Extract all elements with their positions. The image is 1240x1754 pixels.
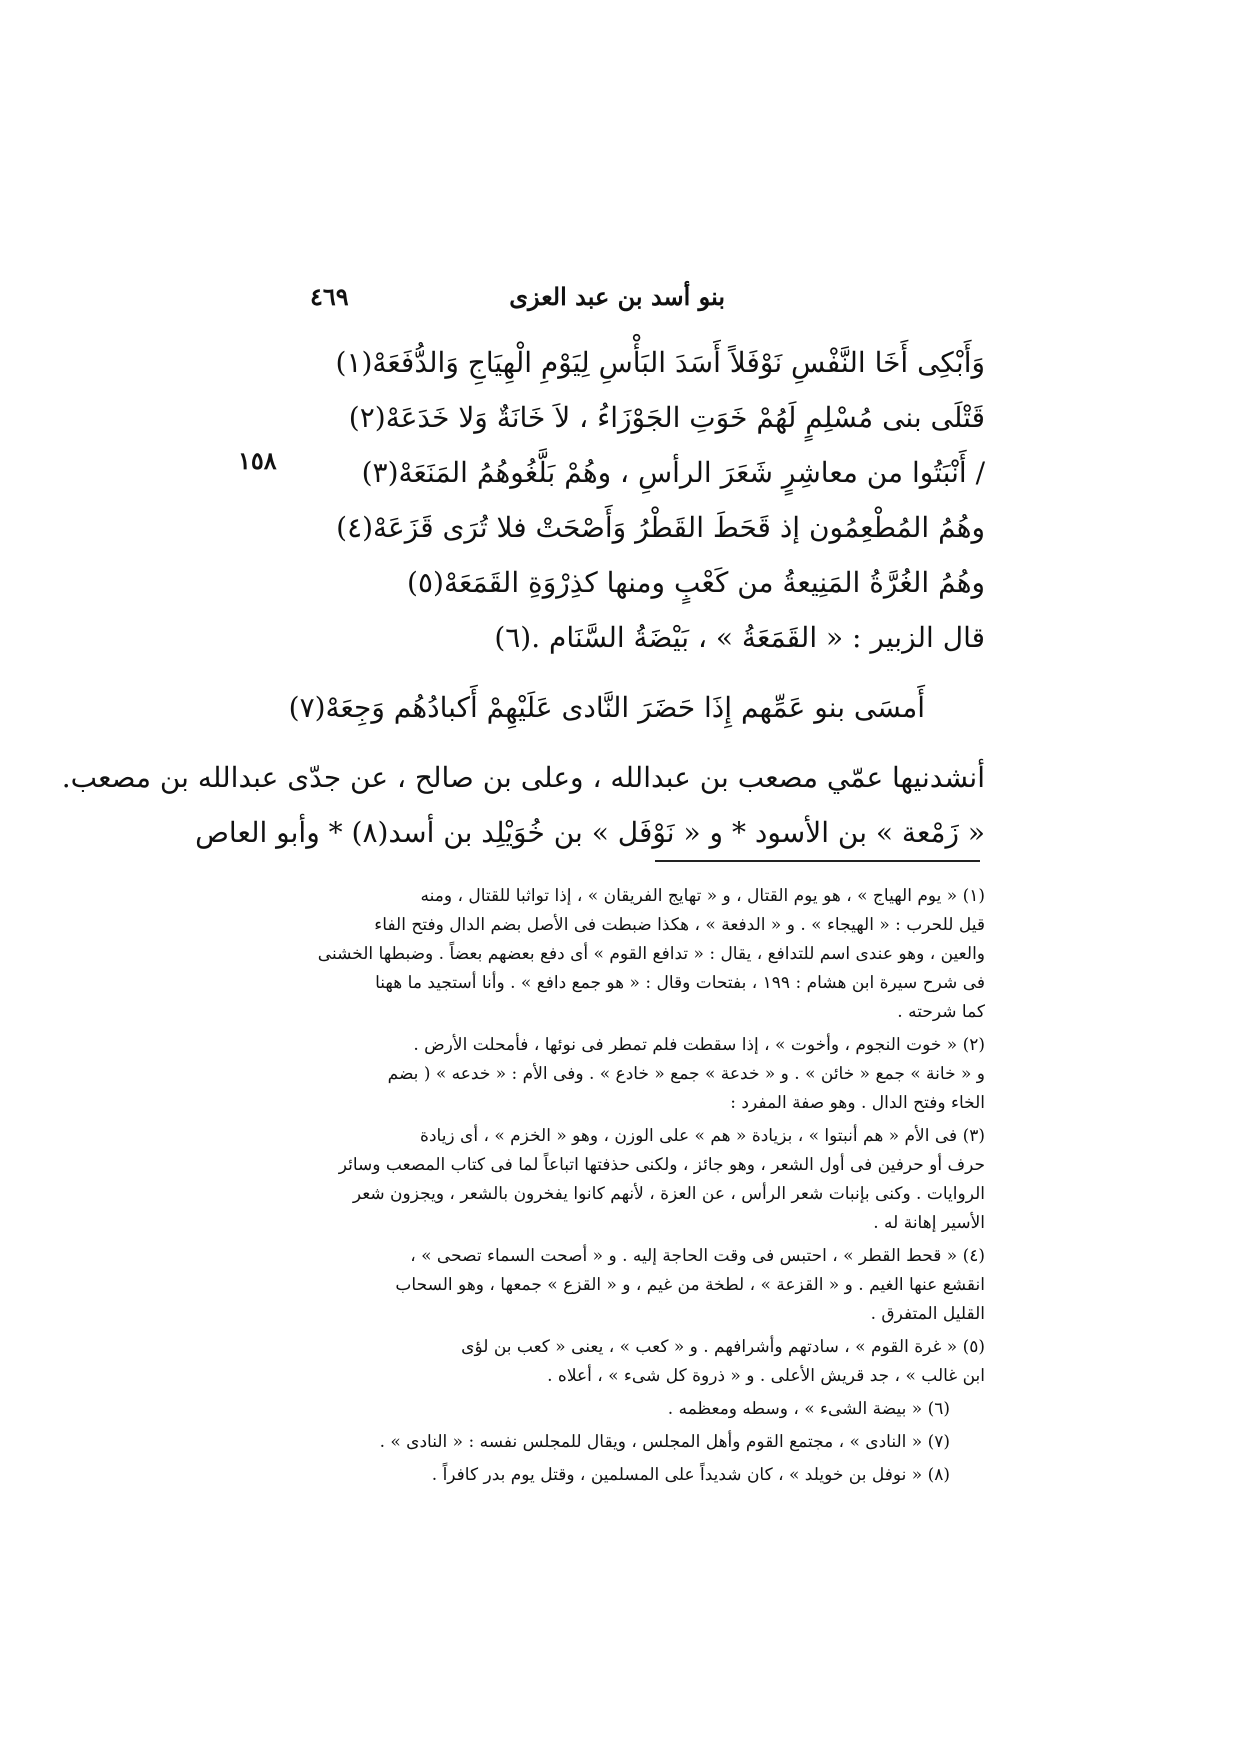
poem-verse-2: قَتْلَى بنى مُسْلِمٍ لَهُمْ خَوَتِ الجَوْزَاءُ ، لاَ خَانَةٌ وَلا خَدَعَهْ(٢) xyxy=(348,401,985,434)
page-header xyxy=(310,282,725,322)
footnote-6 xyxy=(300,1395,985,1424)
footnote-2 xyxy=(300,1031,985,1118)
footnotes xyxy=(300,882,985,1494)
footnote-line: (٦) « بيضة الشىء » ، وسطه ومعظمه . xyxy=(667,1399,950,1419)
footnote-7 xyxy=(300,1428,985,1457)
footnote-line: (٤) « قحط القطر » ، احتبس فى وقت الحاجة إليه . و « أصحت السماء تصحى » ، xyxy=(410,1246,985,1266)
footnote-line: (٢) « خوت النجوم ، وأخوت » ، إذا سقطت فلم تمطر فى نوئها ، فأمحلت الأرض . xyxy=(413,1035,985,1055)
margin-page-reference: ١٥٨ xyxy=(238,446,277,475)
poem-verse-5: وهُمُ الغُرَّةُ المَنِيعةُ من كَعْبٍ ومنها كذِرْوَةِ القَمَعَهْ(٥) xyxy=(407,566,985,599)
footnote-line: الأسير إهانة له . xyxy=(873,1213,985,1233)
footnote-line: الخاء وفتح الدال . وهو صفة المفرد : xyxy=(730,1093,985,1113)
footnote-3 xyxy=(300,1122,985,1238)
footnote-line: (١) « يوم الهياج » ، هو يوم القتال ، و « تهايج الفريقان » ، إذا تواثبا للقتال ، ومنه xyxy=(420,886,985,906)
footnote-line: انقشع عنها الغيم . و « القزعة » ، لطخة من غيم ، و « القزع » جمعها ، وهو السحاب xyxy=(395,1275,985,1295)
poem-verse-3: / أَنْبَتُوا من معاشِرٍ شَعَرَ الرأسِ ، وهُمْ بَلَّغُوهُمُ المَنَعَهْ(٣) xyxy=(361,456,985,489)
prose-line-2: « زَمْعة » بن الأسود * و « نَوْفَل » بن خُوَيْلِد بن أسد(٨) * وأبو العاص xyxy=(195,816,985,849)
footnote-line: (٨) « نوفل بن خويلد » ، كان شديداً على المسلمين ، وقتل يوم بدر كافراً . xyxy=(431,1465,950,1485)
zubayr-comment: قال الزبير : « القَمَعَةُ » ، بَيْضَةُ السَّنَام .(٦) xyxy=(494,621,985,654)
footnote-line: ابن غالب » ، جد قريش الأعلى . و « ذروة كل شىء » ، أعلاه . xyxy=(547,1366,985,1386)
footnote-4 xyxy=(300,1242,985,1329)
footnote-line: (٥) « غرة القوم » ، سادتهم وأشرافهم . و « كعب » ، يعنى « كعب بن لؤى xyxy=(461,1337,985,1357)
running-title: بنو أسد بن عبد العزى xyxy=(509,282,725,311)
footnote-line: كما شرحته . xyxy=(897,1002,985,1022)
footnote-5 xyxy=(300,1333,985,1391)
footnote-line: و « خانة » جمع « خائن » . و « خدعة » جمع « خادع » . وفى الأم : « خدعه » ( بضم xyxy=(387,1064,985,1084)
footnote-line: (٣) فى الأم « هم أنبتوا » ، بزيادة « هم » على الوزن ، وهو « الخزم » ، أى زيادة xyxy=(420,1126,985,1146)
footnote-divider xyxy=(655,860,980,862)
footnote-1 xyxy=(300,882,985,1027)
poem-verse-single: أَمسَى بنو عَمِّهم إِذَا حَضَرَ النَّادى عَلَيْهِمْ أَكبادُهُم وَجِعَهْ(٧) xyxy=(288,691,925,724)
footnote-8 xyxy=(300,1461,985,1490)
footnote-line: (٧) « النادى » ، مجتمع القوم وأهل المجلس ، ويقال للمجلس نفسه : « النادى » . xyxy=(379,1432,950,1452)
footnote-line: حرف أو حرفين فى أول الشعر ، وهو جائز ، ولكنى حذفتها اتباعاً لما فى كتاب المصعب وسائر xyxy=(338,1155,985,1175)
poem-verse-4: وهُمُ المُطْعِمُون إذ قَحَطَ القَطْرُ وَأَصْحَتْ فلا تُرَى قَزَعَهْ(٤) xyxy=(336,511,985,544)
poem-verse-1: وَأَبْكِى أَخَا النَّفْسِ نَوْفَلاً أَسَدَ البَأْسِ لِيَوْمِ الْهِيَاجِ وَالدُّفَعَهْ(١) xyxy=(335,346,985,379)
footnote-line: فى شرح سيرة ابن هشام : ١٩٩ ، بفتحات وقال : « هو جمع دافع » . وأنا أستجيد ما ههنا xyxy=(375,973,985,993)
page-number: ٤٦٩ xyxy=(310,282,349,311)
spacer xyxy=(300,665,985,680)
prose-line-1: أنشدنيها عمّي مصعب بن عبدالله ، وعلى بن صالح ، عن جدّى عبدالله بن مصعب. xyxy=(61,761,985,794)
footnote-line: الروايات . وكنى بإنبات شعر الرأس ، عن العزة ، لأنهم كانوا يفخرون بالشعر ، ويجزون شعر xyxy=(352,1184,985,1204)
footnote-line: والعين ، وهو عندى اسم للتدافع ، يقال : « تدافع القوم » أى دفع بعضهم بعضاً . وضبطها الخشنى xyxy=(317,944,985,964)
spacer xyxy=(300,735,985,750)
footnote-line: القليل المتفرق . xyxy=(870,1304,985,1324)
footnote-line: قيل للحرب : « الهيجاء » . و « الدفعة » ، هكذا ضبطت فى الأصل بضم الدال وفتح الفاء xyxy=(374,915,985,935)
